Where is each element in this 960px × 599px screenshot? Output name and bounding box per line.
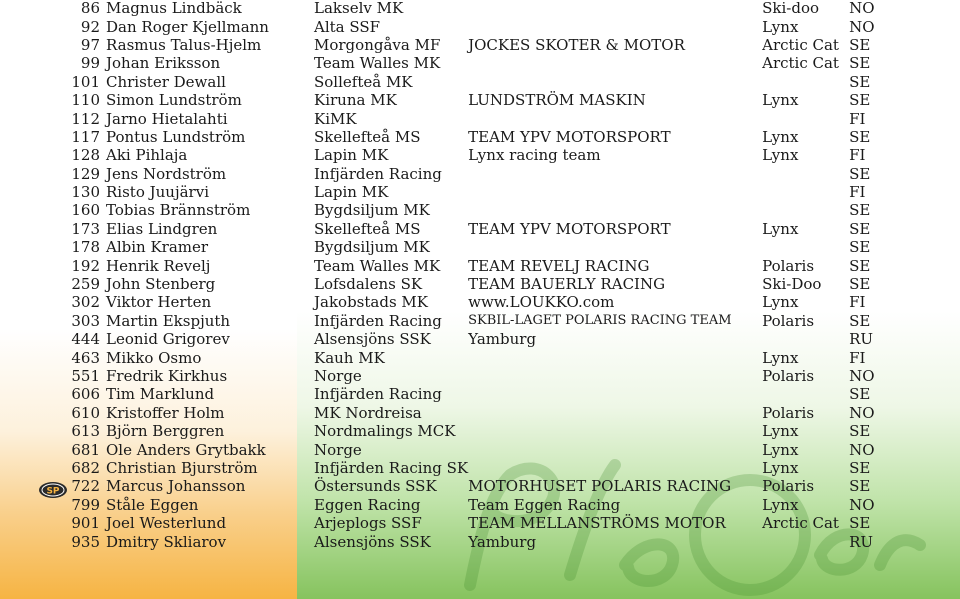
club-name: Norge: [314, 367, 362, 385]
driver-name: Risto Juujärvi: [106, 183, 209, 202]
club-name: Lapin MK: [314, 146, 389, 165]
table-row: [0, 256, 909, 274]
nationality: NO: [849, 495, 875, 514]
club-name: Östersunds SSK: [314, 477, 437, 496]
start-number: 130: [71, 183, 100, 202]
table-row: [0, 238, 909, 256]
table-row: [0, 201, 909, 219]
table-row: [0, 17, 909, 35]
driver-name: Marcus Johansson: [106, 477, 246, 496]
team-name: [468, 404, 762, 422]
start-number: 97: [80, 35, 100, 54]
team-name: [468, 0, 762, 17]
club-name: Lakselv MK: [314, 0, 404, 18]
nationality: SE: [849, 275, 871, 294]
driver-name: Simon Lundström: [106, 91, 242, 110]
start-number: 112: [71, 109, 100, 128]
club-name: Lapin MK: [314, 183, 389, 202]
start-number: 681: [71, 440, 100, 459]
start-number: 606: [71, 385, 100, 404]
driver-name: Dmitry Skliarov: [106, 532, 227, 551]
brand-name: Lynx: [762, 91, 799, 110]
team-name: [468, 385, 762, 403]
brand-name: Arctic Cat: [762, 54, 839, 73]
team-name: [468, 422, 762, 440]
brand-name: [762, 73, 849, 91]
team-name: [468, 17, 762, 35]
nationality: FI: [849, 348, 866, 367]
table-row: [0, 477, 909, 495]
club-name: Lofsdalens SK: [314, 275, 423, 294]
driver-name: Leonid Grigorev: [106, 330, 230, 349]
driver-name: Kristoffer Holm: [106, 403, 225, 422]
club-name: Infjärden Racing: [314, 385, 442, 404]
team-name: Lynx racing team: [468, 146, 601, 165]
start-number: 551: [71, 367, 100, 385]
brand-name: Lynx: [762, 440, 799, 459]
table-row: [0, 109, 909, 127]
club-name: MK Nordreisa: [314, 403, 422, 422]
brand-name: [762, 532, 849, 550]
driver-name: Pontus Lundström: [106, 127, 246, 146]
nationality: SE: [849, 256, 871, 275]
nationality: NO: [849, 367, 875, 385]
club-name: Infjärden Racing: [314, 311, 442, 330]
brand-name: Arctic Cat: [762, 35, 839, 54]
driver-name: Fredrik Kirkhus: [106, 367, 228, 385]
club-name: Skellefteå MS: [314, 127, 421, 146]
club-name: Morgongåva MF: [314, 35, 441, 54]
nationality: NO: [849, 0, 875, 18]
table-row: [0, 293, 909, 311]
start-number: 178: [71, 238, 100, 257]
brand-name: [762, 330, 849, 348]
svg-text:SP: SP: [46, 486, 60, 497]
team-name: SKBIL-LAGET POLARIS RACING TEAM: [468, 312, 732, 328]
nationality: SE: [849, 127, 871, 146]
driver-name: Jens Nordström: [106, 164, 227, 183]
nationality: SE: [849, 164, 871, 183]
team-name: [468, 73, 762, 91]
nationality: SE: [849, 311, 871, 330]
nationality: SE: [849, 422, 871, 441]
nationality: FI: [849, 293, 866, 312]
team-name: TEAM REVELJ RACING: [468, 256, 650, 275]
start-number: 682: [71, 458, 100, 477]
club-name: KiMK: [314, 109, 357, 128]
nationality: RU: [849, 532, 874, 551]
nationality: SE: [849, 514, 871, 533]
team-name: Team Eggen Racing: [468, 495, 621, 514]
brand-name: [762, 201, 849, 219]
nationality: FI: [849, 146, 866, 165]
brand-name: Polaris: [762, 311, 815, 330]
team-name: [468, 238, 762, 256]
brand-name: Polaris: [762, 477, 815, 496]
table-row: [0, 91, 909, 109]
table-row: [0, 422, 909, 440]
brand-name: Lynx: [762, 422, 799, 441]
brand-name: Polaris: [762, 367, 815, 385]
start-number: 302: [71, 293, 100, 312]
start-number: 722: [71, 477, 100, 496]
team-name: [468, 109, 762, 127]
brand-name: Lynx: [762, 348, 799, 367]
nationality: SE: [849, 201, 871, 220]
brand-name: Arctic Cat: [762, 514, 839, 533]
start-number: 99: [80, 54, 100, 73]
driver-name: Christer Dewall: [106, 72, 226, 91]
driver-name: Elias Lindgren: [106, 219, 218, 238]
driver-name: Aki Pihlaja: [106, 146, 188, 165]
team-name: www.LOUKKO.com: [468, 293, 615, 312]
brand-name: [762, 238, 849, 256]
club-name: Norge: [314, 440, 362, 459]
table-row: [0, 36, 909, 54]
brand-name: Polaris: [762, 403, 815, 422]
start-number: 110: [71, 91, 100, 110]
start-number: 101: [71, 72, 100, 91]
club-name: Nordmalings MCK: [314, 422, 456, 441]
table-row: [0, 532, 909, 550]
club-name: Bygdsiljum MK: [314, 238, 430, 257]
start-number: 610: [71, 403, 100, 422]
table-row: [0, 459, 909, 477]
nationality: SE: [849, 72, 871, 91]
driver-name: Tim Marklund: [106, 385, 215, 404]
table-row: [0, 73, 909, 91]
nationality: SE: [849, 238, 871, 257]
club-name: Eggen Racing: [314, 495, 421, 514]
brand-name: Lynx: [762, 17, 799, 36]
start-number: 117: [71, 127, 100, 146]
team-name: [468, 201, 762, 219]
driver-name: Christian Bjurström: [106, 458, 258, 477]
club-name: Kauh MK: [314, 348, 385, 367]
brand-name: Lynx: [762, 293, 799, 312]
team-name: JOCKES SKOTER & MOTOR: [468, 35, 685, 54]
brand-name: Lynx: [762, 127, 799, 146]
club-name: Arjeplogs SSF: [314, 514, 422, 533]
team-name: TEAM BAUERLY RACING: [468, 275, 666, 294]
start-number: 86: [80, 0, 100, 18]
table-row: [0, 514, 909, 532]
table-row: [0, 220, 909, 238]
start-number: 128: [71, 146, 100, 165]
table-row: [0, 404, 909, 422]
driver-name: Martin Ekspjuth: [106, 311, 231, 330]
start-number: 935: [71, 532, 100, 551]
table-row: [0, 275, 909, 293]
club-name: Sollefteå MK: [314, 72, 413, 91]
nationality: NO: [849, 17, 875, 36]
driver-name: Henrik Revelj: [106, 256, 211, 275]
team-name: [468, 165, 762, 183]
table-row: [0, 367, 909, 385]
nationality: SE: [849, 477, 871, 496]
club-name: Bygdsiljum MK: [314, 201, 430, 220]
team-name: [468, 54, 762, 72]
start-number: 173: [71, 219, 100, 238]
club-name: Alsensjöns SSK: [314, 532, 431, 551]
team-name: [468, 348, 762, 366]
table-row: [0, 496, 909, 514]
table-row: [0, 440, 909, 458]
brand-name: Lynx: [762, 458, 799, 477]
start-number: 303: [71, 311, 100, 330]
driver-name: Dan Roger Kjellmann: [106, 17, 269, 36]
table-row: [0, 385, 909, 403]
driver-name: Mikko Osmo: [106, 348, 202, 367]
team-name: TEAM YPV MOTORSPORT: [468, 219, 671, 238]
brand-name: [762, 165, 849, 183]
driver-name: Rasmus Talus-Hjelm: [106, 35, 262, 54]
table-row: [0, 54, 909, 72]
brand-name: Lynx: [762, 495, 799, 514]
driver-name: Albin Kramer: [106, 238, 209, 257]
team-name: TEAM YPV MOTORSPORT: [468, 127, 671, 146]
team-name: [468, 183, 762, 201]
start-number: 613: [71, 422, 100, 441]
driver-name: Joel Westerlund: [106, 514, 227, 533]
start-number: 799: [71, 495, 100, 514]
club-name: Skellefteå MS: [314, 219, 421, 238]
team-name: [468, 367, 762, 385]
brand-name: [762, 109, 849, 127]
brand-name: Polaris: [762, 256, 815, 275]
table-row: [0, 348, 909, 366]
start-number: 92: [80, 17, 100, 36]
driver-name: Björn Berggren: [106, 422, 225, 441]
nationality: NO: [849, 440, 875, 459]
start-number: 259: [71, 275, 100, 294]
table-row: [0, 165, 909, 183]
club-name: Alsensjöns SSK: [314, 330, 431, 349]
table-row: [0, 0, 909, 17]
team-name: LUNDSTRÖM MASKIN: [468, 91, 646, 110]
team-name: [468, 459, 762, 477]
team-name: [468, 440, 762, 458]
table-row: [0, 183, 909, 201]
team-name: TEAM MELLANSTRÖMS MOTOR: [468, 514, 726, 533]
nationality: FI: [849, 183, 866, 202]
brand-name: [762, 385, 849, 403]
start-number: 192: [71, 256, 100, 275]
nationality: FI: [849, 109, 866, 128]
brand-name: Lynx: [762, 219, 799, 238]
club-name: Jakobstads MK: [314, 293, 428, 312]
brand-name: Ski-doo: [762, 0, 820, 18]
table-row: [0, 312, 909, 330]
team-name: MOTORHUSET POLARIS RACING: [468, 477, 732, 496]
driver-name: Ole Anders Grytbakk: [106, 440, 266, 459]
club-name: Team Walles MK: [314, 256, 441, 275]
club-name: Kiruna MK: [314, 91, 397, 110]
club-name: Infjärden Racing SK: [314, 458, 469, 477]
nationality: SE: [849, 35, 871, 54]
start-number: 901: [71, 514, 100, 533]
brand-name: Lynx: [762, 146, 799, 165]
start-number: 444: [71, 330, 100, 349]
table-row: [0, 330, 909, 348]
driver-name: Magnus Lindbäck: [106, 0, 242, 18]
nationality: SE: [849, 91, 871, 110]
table-row: [0, 146, 909, 164]
nationality: RU: [849, 330, 874, 349]
nationality: SE: [849, 385, 871, 404]
start-number: 160: [71, 201, 100, 220]
driver-name: John Stenberg: [106, 275, 216, 294]
brand-name: Ski-Doo: [762, 275, 822, 294]
table-row: [0, 128, 909, 146]
team-name: Yamburg: [468, 532, 537, 551]
driver-name: Johan Eriksson: [106, 54, 221, 73]
nationality: NO: [849, 403, 875, 422]
club-name: Alta SSF: [314, 17, 381, 36]
driver-name: Ståle Eggen: [106, 495, 199, 514]
start-number: 129: [71, 164, 100, 183]
driver-name: Viktor Herten: [106, 293, 212, 312]
club-name: Team Walles MK: [314, 54, 441, 73]
nationality: SE: [849, 54, 871, 73]
team-name: Yamburg: [468, 330, 537, 349]
nationality: SE: [849, 458, 871, 477]
driver-name: Jarno Hietalahti: [106, 109, 228, 128]
driver-name: Tobias Brännström: [106, 201, 251, 220]
start-number: 463: [71, 348, 100, 367]
nationality: SE: [849, 219, 871, 238]
brand-name: [762, 183, 849, 201]
club-name: Infjärden Racing: [314, 164, 442, 183]
